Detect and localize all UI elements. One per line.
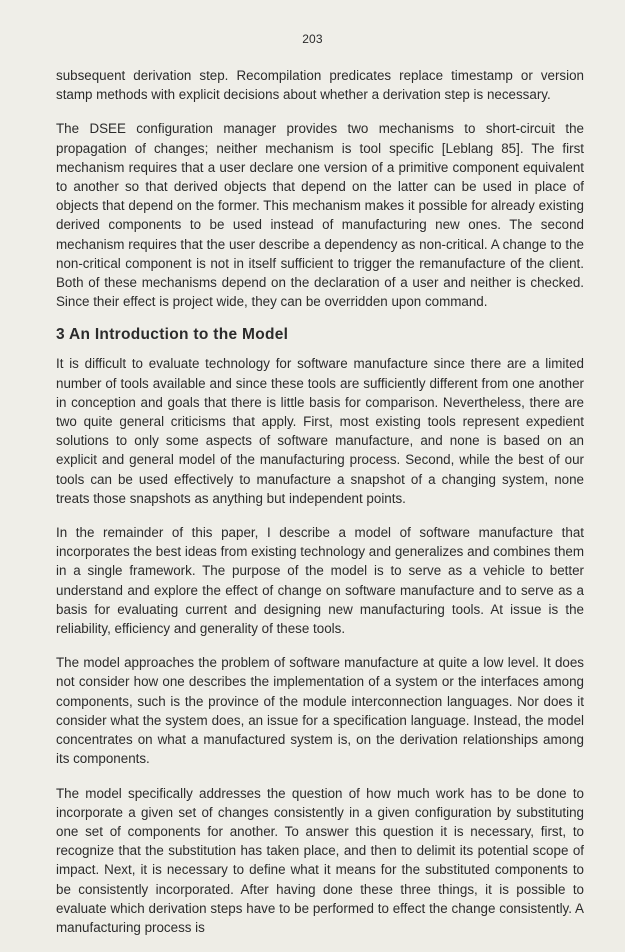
body-text [56,66,584,952]
paragraph: The model specifically addresses the question of how much work has to be done to incorporate a given set of changes consistently in a given configuration by substituting one set of components for another. To answer this question it is necessary, first, to recognize that the substitution has taken place, and then to delimit its potential scope of impact. Next, it is necessary to define what it means for the substituted components to be consistently incorporated. After having done these three things, it is possible to evaluate which derivation steps have to be performed to effect the change consistently. A manufacturing process is [56,785,584,935]
paragraph: In the remainder of this paper, I describe a model of software manufacture that incorporates the best ideas from existing technology and generalizes and combines them in a single framework. The purpose of the model is to serve as a vehicle to better understand and explore the effect of change on software manufacture and to serve as a basis for evaluating current and designing new manufacturing tools. At issue is the reliability, efficiency and generality of these tools. [56,525,584,637]
section-heading: 3 An Introduction to the Model [56,326,289,344]
page-number: 203 [302,32,323,46]
paragraph: It is difficult to evaluate technology for software manufacture since there are a limited number of tools available and since these tools are sufficiently different from one another in conception and goals that there is little basis for comparison. Nevertheless, there are two quite general criticisms that apply. First, most existing tools represent expedient solutions to only some aspects of software manufacture, and none is based on an explicit and general model of the manufacturing process. Second, while the best of our tools can be used effectively to manufacture a snapshot of a changing system, none treats those snapshots as anything but independent points. [56,356,584,506]
paragraph: The DSEE configuration manager provides two mechanisms to short-circuit the propagation of changes; neither mechanism is tool specific [Leblang 85]. The first mechanism requires that a user declare one version of a primitive component equivalent to another so that derived objects that depend on the latter can be used in place of objects that depend on the former. This mechanism makes it possible for already existing derived components to be used instead of manufacturing new ones. The second mechanism requires that the user describe a dependency as non-critical. A change to the non-critical component is not in itself sufficient to trigger the remanufacture of the client. Both of these mechanisms depend on the declaration of a user and neither is checked. Since their effect is project wide, they can be overridden upon command. [56,121,584,310]
paragraph: subsequent derivation step. Recompilation predicates replace timestamp or version stamp methods with explicit decisions about whether a derivation step is necessary. [56,68,584,103]
paragraph: The model approaches the problem of software manufacture at quite a low level. It does not consider how one describes the implementation of a system or the interfaces among components, such is the province of the module interconnection languages. Nor does it consider what the system does, an issue for a specification language. Instead, the model concentrates on what a manufactured system is, on the derivation relationships among its components. [56,655,584,767]
